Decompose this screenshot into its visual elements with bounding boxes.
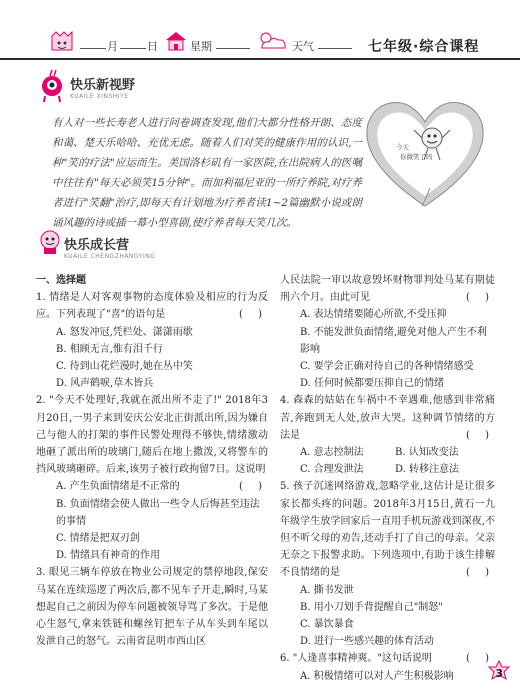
question-3-continued <box>280 272 495 306</box>
option-row <box>280 461 495 478</box>
question-stem: 6. "人逢喜事精神爽。"这句话说明 <box>280 653 432 665</box>
option: A. 产生负面情绪是不正常的 <box>56 481 180 493</box>
questions-left-column <box>36 272 268 650</box>
option: C. 合理发泄法 <box>300 464 364 476</box>
cloud-sun-icon <box>256 30 290 52</box>
option: B. 不能发泄负面情绪,避免对他人产生不利影响 <box>300 326 487 355</box>
option: A. 撕书发泄 <box>300 584 354 596</box>
option: A. 怒发冲冠,凭栏处、潇潇雨歇 <box>56 326 193 338</box>
option: B. 用小刀划手背提醒自己"制怒" <box>300 601 443 613</box>
answer-blank[interactable]: ( ) <box>466 429 495 441</box>
section-title: 快乐新视野 <box>70 78 136 93</box>
weather-label: 天气 <box>292 40 314 53</box>
question-stem: 4. 森森的姑姑在车祸中不幸遇难,他感到非常痛苦,奔跑到无人处,放声大哭。这种调节情绪的方法是 <box>280 395 495 441</box>
question-3 <box>36 564 268 650</box>
option: C. 要学会正确对待自己的各种情绪感受 <box>300 361 474 373</box>
option: D. 进行一些感兴趣的体育活动 <box>300 636 435 648</box>
answer-blank[interactable]: ( ) <box>466 292 495 304</box>
option: B. 负面情绪会使人做出一些令人后悔甚至违法的事情 <box>56 498 260 527</box>
option: C. 待到山花烂漫时,她在丛中笑 <box>56 361 193 373</box>
question-1 <box>36 289 268 323</box>
header-divider <box>0 58 520 60</box>
option: A. 表达情绪要随心所欲,不受压抑 <box>300 309 447 321</box>
page-number: 3 <box>495 667 503 680</box>
option: D. 转移注意法 <box>395 464 460 476</box>
option: B. 认知改变法 <box>395 447 459 459</box>
question-stem: 3. 眼见三辆车停放在物业公司规定的禁停地段,保安马某在连续巡逻了两次后,都不见车子开走,瞬时,马某想起自己之前因为停车问题被领导骂了多次。于是他心生怒气,拿来铁链和螺丝钉把车子从车头到车尾以发泄自己的怒气。云南省昆明市西山区 <box>36 567 268 648</box>
option-row <box>280 444 495 461</box>
choice-section-label: 一、选择题 <box>36 275 86 286</box>
page-header <box>0 0 520 62</box>
section-head-growth-camp <box>64 234 155 260</box>
intro-paragraph: 有人对一些长寿老人进行问卷调查发现,他们大都分性格开朗、态度和蔼、楚天乐哈哈、充优无虑。随着人们对笑的健康作用的认识,一种"笑的疗法"应运而生。美国洛杉矶有一家医院,在出院病人的医嘱中往往有"每天必须笑15分钟"。而加利福尼亚的一所疗养院,对疗养者进行"笑翻"治疗,即每天有计划地为疗养者读1~2篇幽默小说或朗诵风趣的诗或插一幕小型喜剧,使疗养者每天笑几次。 <box>52 117 362 229</box>
heart-illustration <box>360 88 490 213</box>
option: D. 任何时候都要压抑自己的情绪 <box>300 378 445 390</box>
heart-icon <box>360 88 490 213</box>
answer-blank[interactable]: ( ) <box>239 481 268 493</box>
option: A. 意志控制法 <box>300 447 364 459</box>
question-stem: 2. "今天不处理好,我就在派出所不走了!" 2018年3月20日,一男子来到安庆公安北正街派出所,因为嫌自己与他人的打架的事件民警处理得不够快,情绪激动地砸了派出所的玻璃门,随后在地上撒泼,又将警车的挡风玻璃砸碎。后来,该男子被行政拘留7日。这说明 <box>36 395 268 476</box>
heart-caption-line1: 今天 <box>396 143 409 151</box>
mascot-icon <box>36 68 68 104</box>
weekday-label: 星期 <box>190 40 212 53</box>
answer-blank[interactable]: ( ) <box>466 567 495 579</box>
option: C. 暴饮暴食 <box>300 619 354 631</box>
day-label: 日 <box>147 40 158 53</box>
question-5 <box>280 478 495 581</box>
answer-blank[interactable]: ( ) <box>466 653 495 665</box>
question-stem: 1. 情绪是人对客观事物的态度体验及相应的行为反应。下列表现了"喜"的语句是 <box>36 292 268 321</box>
answer-blank[interactable]: ( ) <box>239 309 268 321</box>
month-label: 月 <box>107 40 118 53</box>
option: D. 风声鹤唳,草木皆兵 <box>56 378 154 390</box>
question-4 <box>280 392 495 444</box>
question-6 <box>280 650 495 667</box>
questions-right-column <box>280 272 495 685</box>
cartoon-face-icon <box>48 30 76 56</box>
option: D. 情绪具有神奇的作用 <box>56 550 161 562</box>
house-icon <box>164 30 188 52</box>
question-stem: 5. 孩子沉迷网络游戏,忽略学业,这估计是让很多家长都头疼的问题。2018年3月15日,黄石一九年级学生放学回家后一直用手机玩游戏到深夜,不但不听父母的劝告,还动手打了自己的母亲。父亲无奈之下报警求助。下列选项中,有助于该生排解不良情绪的是 <box>280 481 495 579</box>
section-title: 快乐成长营 <box>64 238 130 253</box>
question-stem: 人民法院一审以故意毁坏财物罪判处马某有期徒刑六个月。由此可见 <box>280 275 495 304</box>
heart-caption-line2: 你微笑了吗 <box>400 153 433 161</box>
section-head-new-vision <box>70 74 135 100</box>
option: B. 相顾无言,惟有泪千行 <box>56 343 163 355</box>
section-subtitle: KUAILE CHENGZHANGYING <box>64 253 156 260</box>
option: C. 情绪是把双刃剑 <box>56 533 140 545</box>
option: A. 积极情绪可以对人产生积极影响 <box>300 670 454 682</box>
section-subtitle: KUAILE XINSHIYE <box>70 93 129 100</box>
book-title: 七年级·综合课程 <box>368 39 480 55</box>
growth-mascot-icon <box>36 228 64 256</box>
